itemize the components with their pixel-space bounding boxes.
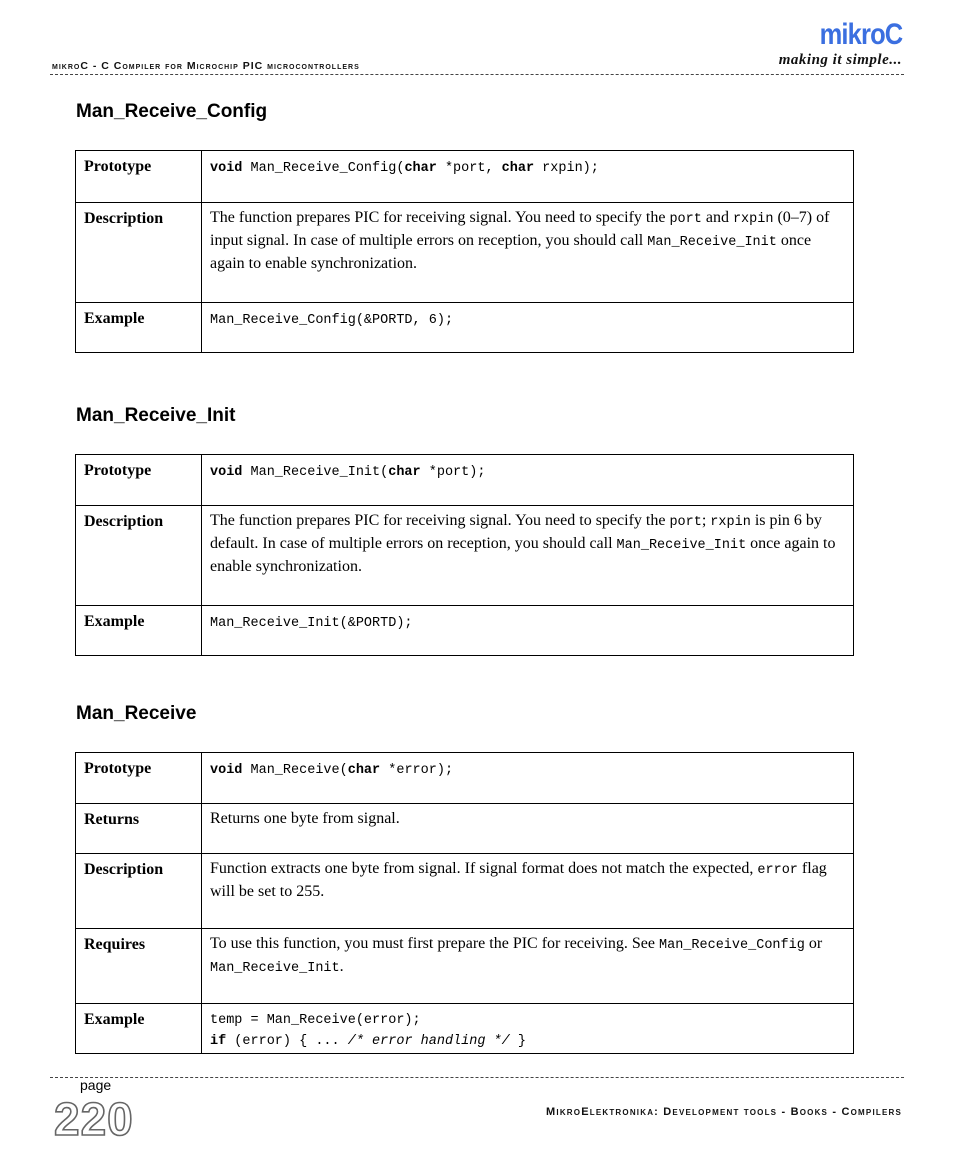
prototype-label: Prototype bbox=[76, 151, 202, 203]
returns-label: Returns bbox=[76, 804, 202, 854]
returns-row bbox=[76, 804, 854, 854]
prototype-row bbox=[76, 151, 854, 203]
requires-text: To use this function, you must first prepare the PIC for receiving. See Man_Receive_Config or Man_Receive_Init. bbox=[202, 929, 854, 1004]
example-row bbox=[76, 303, 854, 353]
example-label: Example bbox=[76, 303, 202, 353]
function-table-man-receive-config bbox=[75, 150, 854, 353]
requires-label: Requires bbox=[76, 929, 202, 1004]
section-title-man-receive-config: Man_Receive_Config bbox=[76, 101, 268, 122]
example-label: Example bbox=[76, 1004, 202, 1054]
prototype-code: void Man_Receive_Config(char *port, char rxpin); bbox=[202, 151, 854, 203]
description-row bbox=[76, 506, 854, 606]
example-code: Man_Receive_Init(&PORTD); bbox=[202, 606, 854, 656]
requires-row bbox=[76, 929, 854, 1004]
prototype-label: Prototype bbox=[76, 753, 202, 804]
description-label: Description bbox=[76, 506, 202, 606]
description-label: Description bbox=[76, 854, 202, 929]
prototype-label: Prototype bbox=[76, 455, 202, 506]
description-label: Description bbox=[76, 203, 202, 303]
section-title-man-receive-init: Man_Receive_Init bbox=[76, 405, 236, 426]
function-table-man-receive-init bbox=[75, 454, 854, 656]
footer-publisher: MikroElektronika: Development tools - Books - Compilers bbox=[546, 1106, 902, 1118]
footer-page-label: page bbox=[80, 1077, 112, 1093]
section-title-man-receive: Man_Receive bbox=[76, 703, 197, 724]
footer-divider bbox=[50, 1077, 904, 1078]
brand-logo: mikroC bbox=[819, 18, 902, 51]
header-divider bbox=[50, 74, 904, 75]
prototype-code: void Man_Receive_Init(char *port); bbox=[202, 455, 854, 506]
prototype-row bbox=[76, 455, 854, 506]
example-row bbox=[76, 1004, 854, 1054]
example-code: Man_Receive_Config(&PORTD, 6); bbox=[202, 303, 854, 353]
function-table-man-receive bbox=[75, 752, 854, 1054]
description-text: The function prepares PIC for receiving signal. You need to specify the port; rxpin is pin 6 by default. In case of multiple errors on reception, you should call Man_Receive_Init once again to enable synchronization. bbox=[202, 506, 854, 606]
footer-page-number: 220 bbox=[54, 1093, 134, 1145]
example-label: Example bbox=[76, 606, 202, 656]
example-row bbox=[76, 606, 854, 656]
returns-text: Returns one byte from signal. bbox=[202, 804, 854, 854]
prototype-code: void Man_Receive(char *error); bbox=[202, 753, 854, 804]
description-row bbox=[76, 854, 854, 929]
prototype-row bbox=[76, 753, 854, 804]
description-row bbox=[76, 203, 854, 303]
description-text: Function extracts one byte from signal. If signal format does not match the expected, error flag will be set to 255. bbox=[202, 854, 854, 929]
header-title: mikroC - C Compiler for Microchip PIC microcontrollers bbox=[52, 60, 360, 72]
brand-tagline: making it simple... bbox=[778, 52, 902, 68]
description-text: The function prepares PIC for receiving signal. You need to specify the port and rxpin (0–7) of input signal. In case of multiple errors on reception, you should call Man_Receive_Init once again to enable synchronization. bbox=[202, 203, 854, 303]
example-code: temp = Man_Receive(error); if (error) { ... /* error handling */ } bbox=[202, 1004, 854, 1054]
